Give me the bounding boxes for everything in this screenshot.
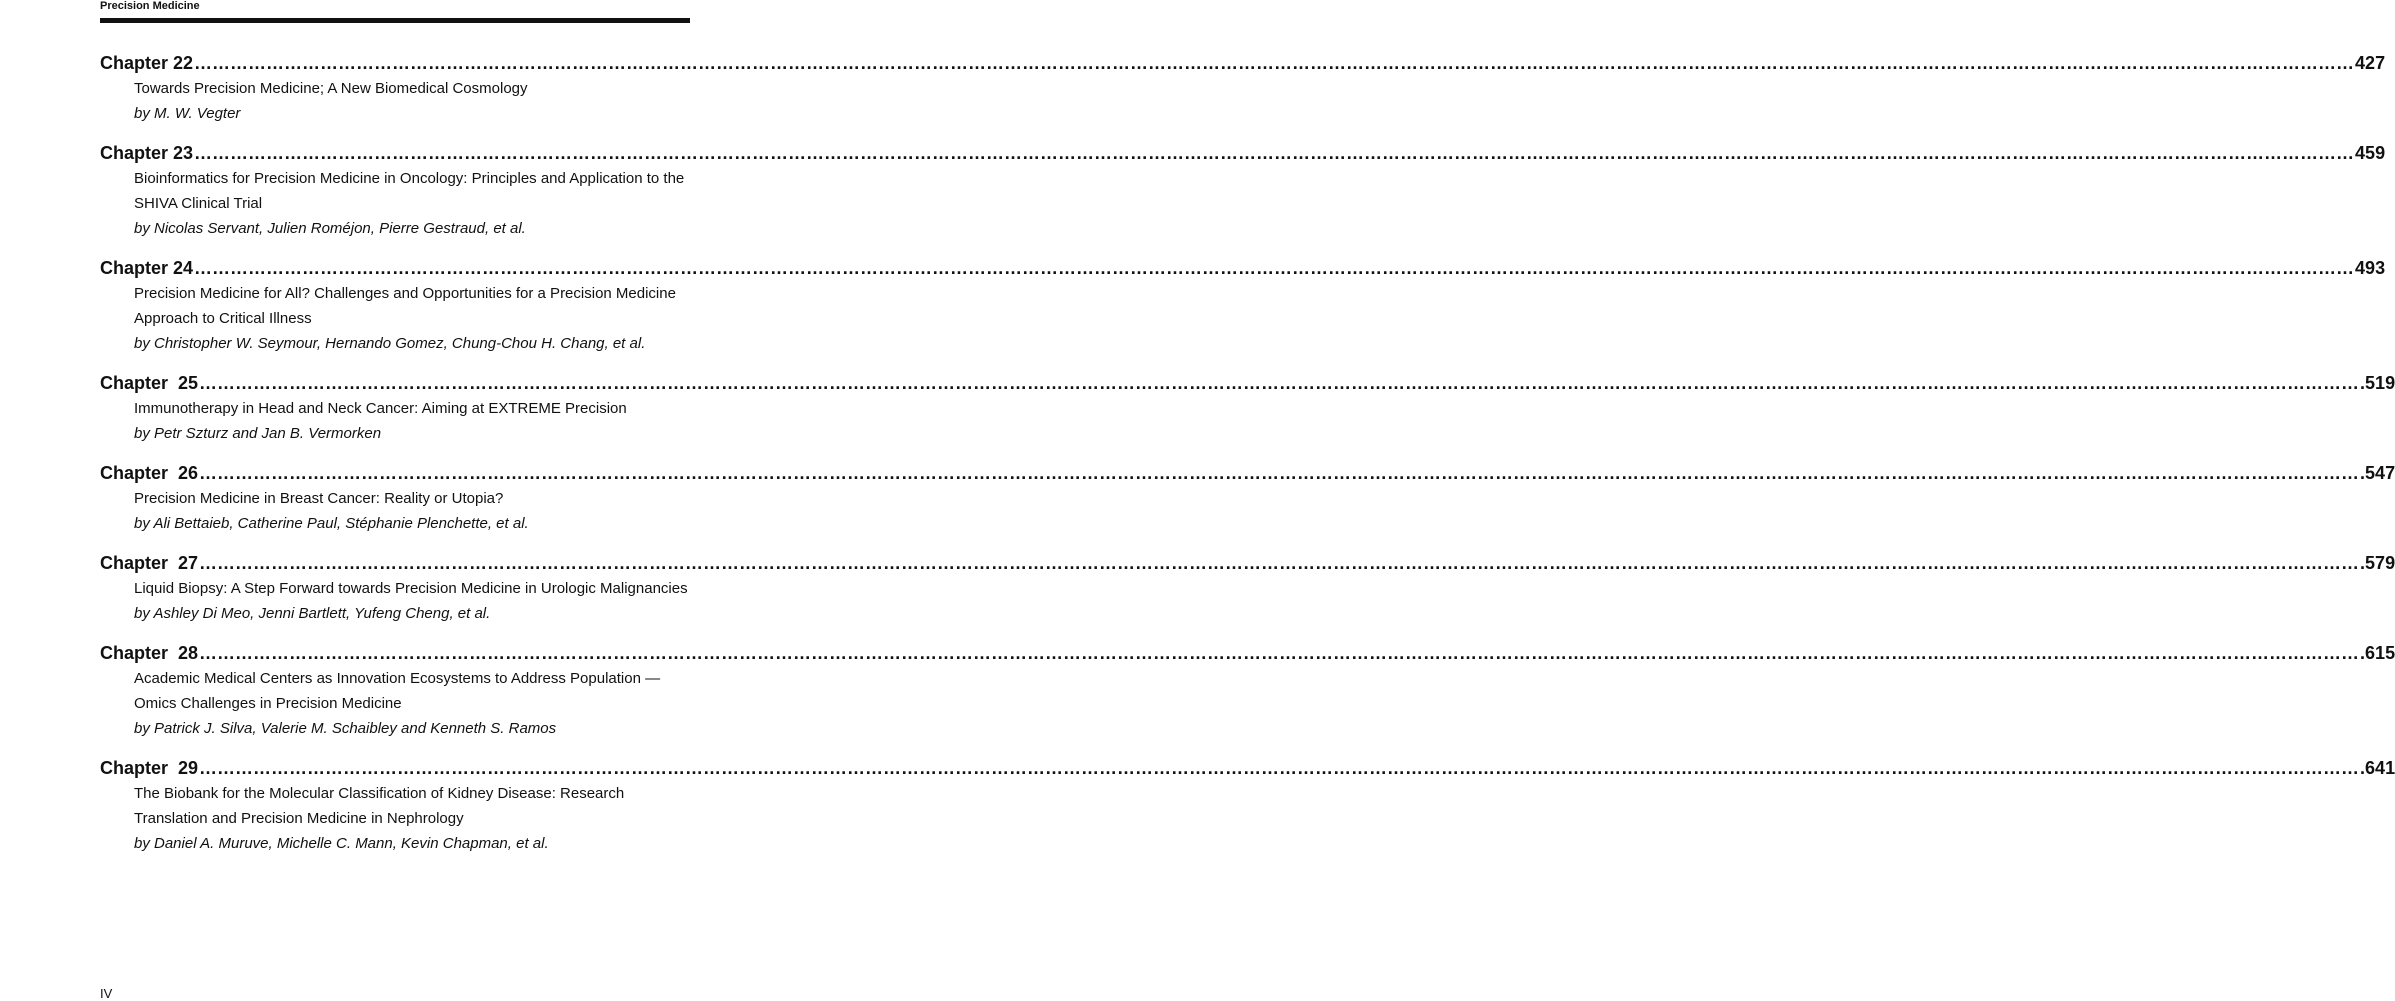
chapter-authors: by Ashley Di Meo, Jenni Bartlett, Yufeng Cheng, et al. <box>134 605 491 622</box>
toc-entry <box>100 370 2395 446</box>
toc-entry <box>100 460 2395 536</box>
chapter-page-number: .547 <box>2360 463 2395 483</box>
dot-leader: ……………………………………………………………………………………………………………………………………………………………………………………………………………………………………………………………………………………………………………………………… <box>199 553 2360 573</box>
chapter-label: Chapter 26 <box>100 463 199 483</box>
chapter-authors: by Christopher W. Seymour, Hernando Gomez, Chung-Chou H. Chang, et al. <box>134 335 646 352</box>
chapter-authors: by M. W. Vegter <box>134 105 241 122</box>
chapter-title: Towards Precision Medicine; A New Biomedical Cosmology <box>134 80 528 97</box>
chapter-page-number: 427 <box>2355 53 2386 73</box>
chapter-line <box>100 50 2386 76</box>
chapter-title: Immunotherapy in Head and Neck Cancer: Aiming at EXTREME Precision <box>134 400 627 417</box>
chapter-title: The Biobank for the Molecular Classification of Kidney Disease: Research Translation and Precision Medicine in Nephrology <box>134 785 625 827</box>
chapter-title: Academic Medical Centers as Innovation Ecosystems to Address Population —Omics Challenges in Precision Medicine <box>134 670 661 712</box>
chapter-line <box>100 370 2395 396</box>
chapter-label: Chapter 29 <box>100 758 199 778</box>
chapter-page-number: .641 <box>2360 758 2395 778</box>
chapter-label: Chapter 27 <box>100 553 199 573</box>
dot-leader: ……………………………………………………………………………………………………………………………………………………………………………………………………………………………………………………………………………………………………………………………… <box>194 53 2355 73</box>
chapter-page-number: .615 <box>2360 643 2395 663</box>
toc-entry <box>100 50 2386 126</box>
chapter-label: Chapter 22 <box>100 53 194 73</box>
chapter-label: Chapter 25 <box>100 373 199 393</box>
chapter-page-number: 459 <box>2355 143 2386 163</box>
toc-entry <box>100 755 2395 856</box>
toc-entry <box>100 255 2386 356</box>
chapter-authors: by Patrick J. Silva, Valerie M. Schaibley and Kenneth S. Ramos <box>134 720 557 737</box>
dot-leader: ……………………………………………………………………………………………………………………………………………………………………………………………………………………………………………………………………………………………………………………………… <box>194 143 2355 163</box>
chapter-authors: by Ali Bettaieb, Catherine Paul, Stéphanie Plenchette, et al. <box>134 515 529 532</box>
chapter-title: Precision Medicine in Breast Cancer: Reality or Utopia? <box>134 490 504 507</box>
chapter-line <box>100 460 2395 486</box>
chapter-line <box>100 550 2395 576</box>
dot-leader: ……………………………………………………………………………………………………………………………………………………………………………………………………………………………………………………………………………………………………………………………… <box>199 373 2360 393</box>
header-rule <box>100 18 690 23</box>
chapter-authors: by Nicolas Servant, Julien Roméjon, Pierre Gestraud, et al. <box>134 220 526 237</box>
chapter-line <box>100 640 2395 666</box>
chapter-authors: by Daniel A. Muruve, Michelle C. Mann, Kevin Chapman, et al. <box>134 835 549 852</box>
chapter-title: Precision Medicine for All? Challenges and Opportunities for a Precision Medicine Approach to Critical Illness <box>134 285 676 327</box>
chapter-authors: by Petr Szturz and Jan B. Vermorken <box>134 425 382 442</box>
chapter-label: Chapter 23 <box>100 143 194 163</box>
chapter-line <box>100 140 2386 166</box>
chapter-label: Chapter 28 <box>100 643 199 663</box>
chapter-page-number: .519 <box>2360 373 2395 393</box>
chapter-label: Chapter 24 <box>100 258 194 278</box>
chapter-title: Bioinformatics for Precision Medicine in Oncology: Principles and Application to the SHIVA Clinical Trial <box>134 170 685 212</box>
chapter-line <box>100 255 2386 281</box>
toc-entry <box>100 640 2395 741</box>
chapter-page-number: .579 <box>2360 553 2395 573</box>
chapter-page-number: 493 <box>2355 258 2386 278</box>
chapter-title: Liquid Biopsy: A Step Forward towards Precision Medicine in Urologic Malignancies <box>134 580 688 597</box>
dot-leader: ……………………………………………………………………………………………………………………………………………………………………………………………………………………………………………………………………………………………………………………………… <box>194 258 2355 278</box>
dot-leader: ……………………………………………………………………………………………………………………………………………………………………………………………………………………………………………………………………………………………………………………………… <box>199 758 2360 778</box>
table-of-contents <box>100 50 2395 870</box>
running-head: Precision Medicine <box>100 0 200 12</box>
page-number: IV <box>100 986 113 1001</box>
toc-entry <box>100 140 2386 241</box>
dot-leader: ……………………………………………………………………………………………………………………………………………………………………………………………………………………………………………………………………………………………………………………………… <box>199 643 2360 663</box>
chapter-line <box>100 755 2395 781</box>
toc-entry <box>100 550 2395 626</box>
dot-leader: ……………………………………………………………………………………………………………………………………………………………………………………………………………………………………………………………………………………………………………………………… <box>199 463 2360 483</box>
